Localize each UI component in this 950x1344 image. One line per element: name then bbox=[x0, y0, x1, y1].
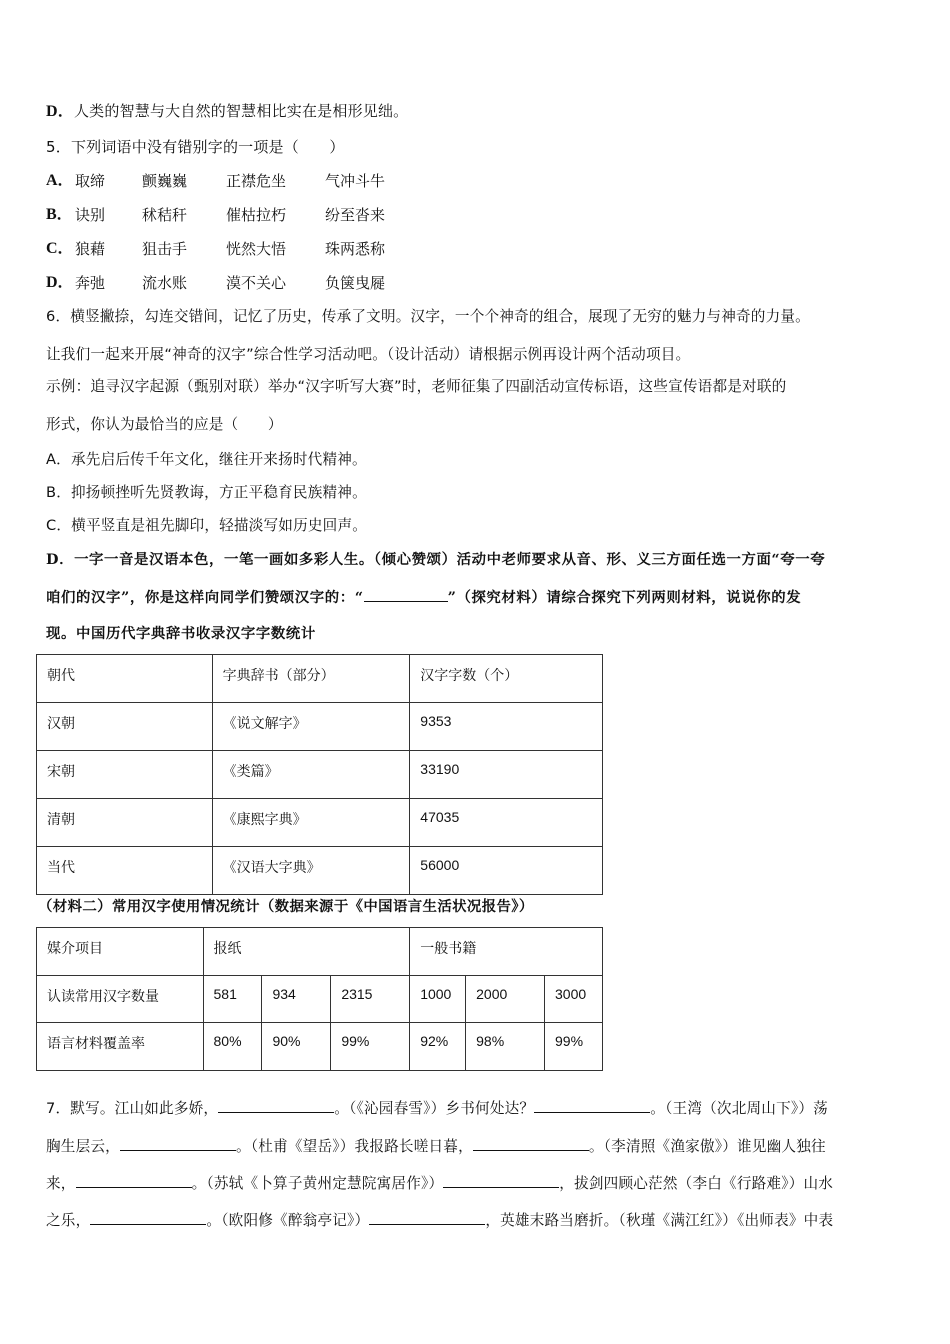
option-label: D． bbox=[46, 274, 74, 291]
material1-title: 现。中国历代字典辞书收录汉字字数统计 bbox=[46, 625, 316, 642]
header-cell: 朝代 bbox=[37, 655, 213, 703]
table-header-row bbox=[37, 928, 603, 976]
text: 。（杜甫《望岳》）我报路长嗟日暮， bbox=[235, 1138, 473, 1155]
q6-line-3: 示例：追寻汉字起源（甄别对联）举办“汉字听写大赛”时，老师征集了四副活动宣传标语，这些宣传语都是对联的 bbox=[46, 378, 787, 395]
dynasty-cell: 汉朝 bbox=[37, 703, 213, 751]
table-header-row bbox=[37, 655, 603, 703]
q7-line-3 bbox=[46, 1173, 833, 1194]
word: 取缔 bbox=[75, 172, 106, 190]
dictionary-cell: 《汉语大字典》 bbox=[212, 847, 410, 895]
answer-blank[interactable] bbox=[443, 1173, 559, 1188]
value-cell: 2000 bbox=[466, 975, 545, 1023]
usage-table bbox=[36, 927, 603, 1071]
option-label: D． bbox=[46, 103, 74, 120]
answer-blank[interactable] bbox=[120, 1136, 236, 1151]
q5-stem: 5．下列词语中没有错别字的一项是（ ） bbox=[46, 138, 345, 156]
dictionary-cell: 《康熙字典》 bbox=[212, 799, 410, 847]
value-cell: 2315 bbox=[331, 975, 410, 1023]
option-text: 人类的智慧与大自然的智慧相比实在是相形见绌。 bbox=[73, 102, 409, 120]
value-cell: 934 bbox=[262, 975, 331, 1023]
word: 流水账 bbox=[142, 274, 188, 292]
dynasty-cell: 清朝 bbox=[37, 799, 213, 847]
count-cell: 9353 bbox=[410, 703, 603, 751]
answer-blank[interactable] bbox=[534, 1098, 650, 1113]
text: 7．默写。江山如此多娇， bbox=[46, 1100, 219, 1117]
q7-line-2 bbox=[46, 1136, 826, 1157]
value-cell: 80% bbox=[203, 1023, 262, 1071]
text: 。（欧阳修《醉翁亭记》） bbox=[206, 1212, 370, 1229]
value-cell: 99% bbox=[331, 1023, 410, 1071]
table-row bbox=[37, 975, 603, 1023]
table-row bbox=[37, 1023, 603, 1071]
word: 正襟危坐 bbox=[226, 172, 287, 190]
value-cell: 1000 bbox=[410, 975, 466, 1023]
q6-option-b: B．抑扬顿挫听先贤教诲，方正平稳育民族精神。 bbox=[46, 484, 367, 501]
answer-blank[interactable] bbox=[473, 1136, 589, 1151]
q7-line-1 bbox=[46, 1098, 828, 1119]
word: 负箧曳屣 bbox=[325, 274, 386, 292]
word: 气冲斗牛 bbox=[325, 172, 386, 190]
answer-blank[interactable] bbox=[90, 1210, 206, 1225]
table-row bbox=[37, 751, 603, 799]
header-cell-newspaper: 报纸 bbox=[203, 928, 410, 976]
dynasty-cell: 当代 bbox=[37, 847, 213, 895]
value-cell: 90% bbox=[262, 1023, 331, 1071]
word: 奔弛 bbox=[75, 274, 106, 292]
text: 。（李清照《渔家傲》）谁见幽人独往 bbox=[588, 1138, 826, 1155]
option-label: A． bbox=[46, 172, 74, 189]
option-label: B． bbox=[46, 206, 73, 223]
word: 珠两悉称 bbox=[325, 240, 386, 258]
text: 。（王湾（次北周山下》）荡 bbox=[650, 1100, 828, 1117]
q6-line-2: 让我们一起来开展“神奇的汉字”综合性学习活动吧。（设计活动）请根据示例再设计两个活动项目。 bbox=[46, 346, 691, 363]
answer-blank[interactable] bbox=[218, 1098, 334, 1113]
value-cell: 99% bbox=[545, 1023, 603, 1071]
count-cell: 56000 bbox=[410, 847, 603, 895]
answer-blank[interactable] bbox=[369, 1210, 485, 1225]
text: 。（苏轼《卜算子黄州定慧院寓居作》） bbox=[191, 1175, 444, 1192]
q6-line-4: 形式，你认为最恰当的应是（ ） bbox=[46, 416, 283, 433]
header-cell: 汉字字数（个） bbox=[410, 655, 603, 703]
row-label: 语言材料覆盖率 bbox=[37, 1023, 204, 1071]
count-cell: 33190 bbox=[410, 751, 603, 799]
option-label: C． bbox=[46, 240, 74, 257]
value-cell: 581 bbox=[203, 975, 262, 1023]
text: 来， bbox=[46, 1175, 76, 1192]
q4-option-d bbox=[46, 101, 408, 122]
value-cell: 3000 bbox=[545, 975, 603, 1023]
text: 胸生层云， bbox=[46, 1138, 120, 1155]
dictionary-table bbox=[36, 654, 603, 895]
q6-option-c: C．横平竖直是祖先脚印，轻描淡写如历史回声。 bbox=[46, 517, 368, 534]
praise-prefix: 咱们的汉字”，你是这样向同学们赞颂汉字的：“ bbox=[46, 589, 364, 606]
word: 秫秸秆 bbox=[142, 206, 188, 224]
praise-suffix: ”（探究材料）请综合探究下列两则材料，说说你的发 bbox=[447, 589, 802, 606]
q6-praise-line bbox=[46, 587, 801, 608]
word: 催枯拉朽 bbox=[226, 206, 287, 224]
q6-option-a: A．承先启后传千年文化，继往开来扬时代精神。 bbox=[46, 451, 367, 468]
word: 颤巍巍 bbox=[142, 172, 188, 190]
table-row bbox=[37, 799, 603, 847]
word: 漠不关心 bbox=[226, 274, 287, 292]
row-label: 认读常用汉字数量 bbox=[37, 975, 204, 1023]
answer-blank[interactable] bbox=[76, 1173, 192, 1188]
text: ，英雄末路当磨折。（秋瑾《满江红》）《出师表》中表 bbox=[485, 1212, 834, 1229]
word: 狙击手 bbox=[142, 240, 188, 258]
value-cell: 98% bbox=[466, 1023, 545, 1071]
value-cell: 92% bbox=[410, 1023, 466, 1071]
text: ，拔剑四顾心茫然（李白《行路难》）山水 bbox=[559, 1175, 834, 1192]
dynasty-cell: 宋朝 bbox=[37, 751, 213, 799]
text: 之乐， bbox=[46, 1212, 91, 1229]
table-row bbox=[37, 847, 603, 895]
praise-answer-blank[interactable] bbox=[364, 587, 448, 602]
table-row bbox=[37, 703, 603, 751]
material2-title: （材料二）常用汉字使用情况统计（数据来源于《中国语言生活状况报告》） bbox=[38, 898, 534, 915]
dictionary-cell: 《类篇》 bbox=[212, 751, 410, 799]
q7-line-4 bbox=[46, 1210, 833, 1231]
header-cell: 字典辞书（部分） bbox=[212, 655, 410, 703]
word: 诀别 bbox=[75, 206, 106, 224]
text: 。（《沁园春雪》）乡书何处达？ bbox=[334, 1100, 535, 1117]
q6-line-1: 6．横竖撇捺，勾连交错间，记忆了历史，传承了文明。汉字，一个个神奇的组合，展现了无穷的魅力与神奇的力量。 bbox=[46, 308, 810, 325]
word: 纷至沓来 bbox=[325, 206, 386, 224]
header-cell-books: 一般书籍 bbox=[410, 928, 603, 976]
word: 恍然大悟 bbox=[226, 240, 287, 258]
dictionary-cell: 《说文解字》 bbox=[212, 703, 410, 751]
word: 狼藉 bbox=[75, 240, 106, 258]
count-cell: 47035 bbox=[410, 799, 603, 847]
q6-option-d: D．一字一音是汉语本色，一笔一画如多彩人生。（倾心赞颂）活动中老师要求从音、形、义三方面任选一方面“夸一夸 bbox=[46, 551, 826, 568]
header-cell: 媒介项目 bbox=[37, 928, 204, 976]
